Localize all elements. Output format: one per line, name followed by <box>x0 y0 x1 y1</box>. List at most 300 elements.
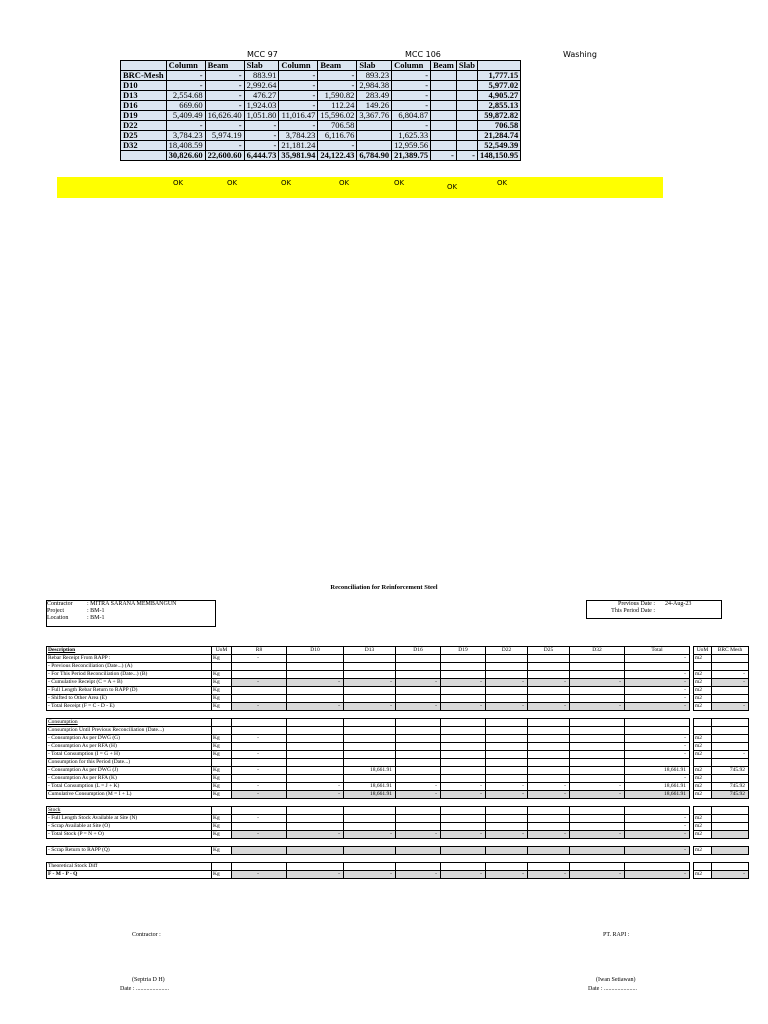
summary-total-label-cell <box>121 151 167 161</box>
recon-row-description: F - M - P - Q <box>47 871 212 879</box>
recon-cell <box>232 671 287 679</box>
summary-cell: 21,181.24 <box>279 141 318 151</box>
recon-cell <box>570 743 625 751</box>
recon-cell: m2 <box>694 831 712 839</box>
recon-cell <box>441 711 486 719</box>
recon-cell <box>441 863 486 871</box>
recon-cell: m2 <box>694 695 712 703</box>
summary-cell: 6,804.87 <box>392 111 431 121</box>
recon-row-description: Consumption for this Period (Date...) <box>47 759 212 767</box>
summary-cell: 5,409.49 <box>166 111 205 121</box>
recon-cell: - <box>528 791 570 799</box>
recon-cell <box>712 863 749 871</box>
recon-cell <box>287 711 344 719</box>
summary-cell: 6,116.76 <box>318 131 357 141</box>
recon-cell <box>232 695 287 703</box>
recon-cell <box>486 735 528 743</box>
recon-cell <box>528 759 570 767</box>
recon-row-description: - Shifted to Other Area (E) <box>47 695 212 703</box>
recon-cell <box>232 727 287 735</box>
recon-cell <box>694 727 712 735</box>
recon-cell <box>528 847 570 855</box>
recon-cell <box>287 863 344 871</box>
recon-column-header: UoM <box>694 647 712 655</box>
summary-column-header <box>477 61 520 71</box>
recon-row-description: - Full Length Stock Available at Site (N) <box>47 815 212 823</box>
summary-row <box>121 71 521 81</box>
recon-cell <box>486 743 528 751</box>
recon-cell: - <box>287 783 344 791</box>
recon-cell: 745.92 <box>712 767 749 775</box>
this-period-date-label: This Period Date : <box>611 608 655 614</box>
recon-cell <box>486 799 528 807</box>
summary-cell: - <box>205 121 244 131</box>
recon-cell <box>441 823 486 831</box>
recon-cell <box>570 695 625 703</box>
recon-cell <box>712 735 749 743</box>
recon-cell <box>486 775 528 783</box>
recon-cell: - <box>232 783 287 791</box>
recon-cell: Kg <box>212 703 232 711</box>
recon-row-description: Cumulative Consumption (M = I + L) <box>47 791 212 799</box>
recon-cell: - <box>344 871 396 879</box>
recon-cell: - <box>441 703 486 711</box>
recon-cell: m2 <box>694 743 712 751</box>
summary-cell: 16,626.40 <box>205 111 244 121</box>
recon-cell <box>232 743 287 751</box>
rapi-signer-name: (Iwan Setiawan) <box>596 977 636 983</box>
summary-cell: - <box>279 101 318 111</box>
recon-row <box>47 791 749 799</box>
summary-cell <box>456 141 477 151</box>
recon-row <box>47 687 749 695</box>
recon-cell: - <box>570 679 625 687</box>
summary-cell: - <box>279 71 318 81</box>
recon-cell <box>528 855 570 863</box>
recon-cell: - <box>287 679 344 687</box>
recon-column-header: Description <box>47 647 212 655</box>
recon-cell <box>287 727 344 735</box>
recon-row <box>47 799 749 807</box>
summary-cell: 1,590.82 <box>318 91 357 101</box>
recon-row-description: Theoretical Stock Diff <box>47 863 212 871</box>
summary-cell: - <box>205 101 244 111</box>
summary-cell: - <box>392 91 431 101</box>
summary-column-header: Slab <box>357 61 392 71</box>
recon-cell: - <box>712 679 749 687</box>
summary-total-cell: 21,389.75 <box>392 151 431 161</box>
summary-cell <box>431 141 457 151</box>
recon-cell: Kg <box>212 823 232 831</box>
summary-total-cell: 24,122.43 <box>318 151 357 161</box>
recon-cell <box>441 663 486 671</box>
recon-cell: - <box>528 871 570 879</box>
recon-cell: 745.92 <box>712 783 749 791</box>
recon-cell <box>441 855 486 863</box>
recon-column-header: D10 <box>287 647 344 655</box>
contractor-label: Contractor <box>47 601 73 607</box>
recon-cell: - <box>441 791 486 799</box>
recon-cell <box>441 751 486 759</box>
summary-row-label: D13 <box>121 91 167 101</box>
recon-cell <box>396 727 441 735</box>
recon-cell: Kg <box>212 687 232 695</box>
recon-cell <box>712 839 749 847</box>
recon-cell: 18,661.91 <box>625 791 690 799</box>
summary-corner-cell <box>121 61 167 71</box>
recon-row-description: - For This Period Reconciliation (Date...) (B) <box>47 671 212 679</box>
recon-cell <box>212 839 232 847</box>
recon-cell: - <box>441 783 486 791</box>
recon-cell: - <box>486 703 528 711</box>
recon-cell: - <box>396 703 441 711</box>
summary-cell: 12,959.56 <box>392 141 431 151</box>
recon-cell: Kg <box>212 743 232 751</box>
recon-cell <box>486 759 528 767</box>
recon-row <box>47 855 749 863</box>
recon-row-description: Rebar Receipt From RAPP : <box>47 655 212 663</box>
recon-cell: - <box>287 831 344 839</box>
recon-column-header: D25 <box>528 647 570 655</box>
recon-cell: - <box>625 671 690 679</box>
recon-cell <box>486 839 528 847</box>
recon-cell: m2 <box>694 871 712 879</box>
recon-cell <box>396 807 441 815</box>
recon-cell <box>344 695 396 703</box>
recon-row <box>47 783 749 791</box>
summary-cell: 1,777.15 <box>477 71 520 81</box>
recon-cell <box>232 823 287 831</box>
recon-cell: - <box>232 703 287 711</box>
recon-row-description <box>47 839 212 847</box>
summary-total-row <box>121 151 521 161</box>
recon-cell <box>570 719 625 727</box>
summary-cell: - <box>166 121 205 131</box>
recon-cell <box>232 807 287 815</box>
recon-cell <box>287 759 344 767</box>
recon-row <box>47 655 749 663</box>
recon-cell: Kg <box>212 791 232 799</box>
recon-cell <box>528 751 570 759</box>
recon-cell <box>212 799 232 807</box>
recon-row <box>47 719 749 727</box>
recon-cell <box>212 759 232 767</box>
recon-cell <box>625 663 690 671</box>
summary-cell: 883.91 <box>244 71 279 81</box>
recon-cell <box>232 663 287 671</box>
recon-row <box>47 695 749 703</box>
recon-cell: Kg <box>212 751 232 759</box>
recon-row <box>47 847 749 855</box>
recon-cell: m2 <box>694 775 712 783</box>
recon-cell <box>441 839 486 847</box>
recon-cell: - <box>570 871 625 879</box>
summary-cell: - <box>392 121 431 131</box>
recon-row-description: - Total Stock (P = N + O) <box>47 831 212 839</box>
recon-cell <box>396 823 441 831</box>
recon-cell <box>396 663 441 671</box>
recon-cell <box>396 855 441 863</box>
recon-cell <box>528 655 570 663</box>
recon-cell <box>396 743 441 751</box>
recon-cell: - <box>232 655 287 663</box>
summary-column-header: Column <box>166 61 205 71</box>
summary-row-label: BRC-Mesh <box>121 71 167 81</box>
recon-column-header: D13 <box>344 647 396 655</box>
recon-cell: - <box>712 671 749 679</box>
summary-cell: 283.49 <box>357 91 392 101</box>
recon-cell: - <box>625 831 690 839</box>
recon-cell <box>344 855 396 863</box>
summary-cell: - <box>318 141 357 151</box>
summary-cell: - <box>392 81 431 91</box>
recon-cell <box>570 711 625 719</box>
recon-cell: - <box>232 871 287 879</box>
recon-row <box>47 743 749 751</box>
recon-cell: - <box>570 703 625 711</box>
recon-cell <box>396 863 441 871</box>
recon-cell <box>694 663 712 671</box>
recon-cell <box>528 727 570 735</box>
recon-cell: - <box>528 831 570 839</box>
recon-cell <box>712 823 749 831</box>
recon-cell <box>441 767 486 775</box>
recon-cell <box>712 799 749 807</box>
summary-header-row <box>121 61 521 71</box>
recon-cell: m2 <box>694 671 712 679</box>
recon-cell <box>570 863 625 871</box>
summary-row <box>121 141 521 151</box>
recon-cell <box>712 663 749 671</box>
contractor-value: : MITRA SARANA MEMBANGUN <box>87 601 177 607</box>
recon-cell <box>570 847 625 855</box>
recon-cell <box>486 655 528 663</box>
recon-cell: - <box>625 655 690 663</box>
summary-cell <box>456 111 477 121</box>
summary-cell <box>431 131 457 141</box>
recon-cell <box>570 855 625 863</box>
recon-row <box>47 671 749 679</box>
summary-total-cell: 22,600.60 <box>205 151 244 161</box>
recon-cell: - <box>396 831 441 839</box>
recon-cell: m2 <box>694 815 712 823</box>
summary-cell: - <box>279 91 318 101</box>
recon-cell: m2 <box>694 767 712 775</box>
recon-cell: Kg <box>212 655 232 663</box>
recon-cell: - <box>625 775 690 783</box>
recon-cell <box>344 719 396 727</box>
summary-cell <box>357 141 392 151</box>
recon-row <box>47 703 749 711</box>
recon-cell <box>344 823 396 831</box>
recon-cell <box>287 807 344 815</box>
recon-cell <box>486 847 528 855</box>
summary-column-header: Beam <box>431 61 457 71</box>
recon-row <box>47 679 749 687</box>
recon-cell <box>287 695 344 703</box>
recon-cell <box>287 735 344 743</box>
recon-cell <box>441 671 486 679</box>
recon-cell <box>486 663 528 671</box>
summary-cell: - <box>279 121 318 131</box>
recon-cell <box>441 815 486 823</box>
recon-row-description: - Previous Reconciliation (Date...) (A) <box>47 663 212 671</box>
recon-row <box>47 863 749 871</box>
summary-column-header: Beam <box>205 61 244 71</box>
summary-cell <box>456 121 477 131</box>
summary-cell <box>456 91 477 101</box>
summary-table <box>120 60 521 161</box>
recon-cell: - <box>232 735 287 743</box>
summary-cell: - <box>279 81 318 91</box>
summary-cell <box>431 121 457 131</box>
project-label: Project <box>47 608 64 614</box>
group-label-mcc106: MCC 106 <box>405 50 441 59</box>
ok-status-label: OK <box>447 183 458 191</box>
recon-cell <box>287 775 344 783</box>
summary-row <box>121 91 521 101</box>
summary-total-cell: 35,981.94 <box>279 151 318 161</box>
recon-cell <box>528 711 570 719</box>
recon-cell: - <box>625 695 690 703</box>
recon-cell <box>528 815 570 823</box>
previous-date-value: 24-Aug-23 <box>665 601 692 607</box>
summary-column-header: Column <box>279 61 318 71</box>
recon-cell <box>212 807 232 815</box>
recon-row <box>47 815 749 823</box>
recon-cell: - <box>625 735 690 743</box>
recon-cell: m2 <box>694 783 712 791</box>
recon-cell <box>694 719 712 727</box>
recon-cell: - <box>625 815 690 823</box>
recon-cell: m2 <box>694 703 712 711</box>
recon-cell: - <box>441 871 486 879</box>
recon-cell: Kg <box>212 695 232 703</box>
recon-row <box>47 839 749 847</box>
recon-title: Reconciliation for Reinforcement Steel <box>330 584 438 591</box>
recon-cell <box>528 775 570 783</box>
summary-cell: 3,367.76 <box>357 111 392 121</box>
recon-cell <box>441 799 486 807</box>
recon-cell <box>712 815 749 823</box>
recon-cell <box>694 711 712 719</box>
recon-row <box>47 807 749 815</box>
recon-cell <box>486 671 528 679</box>
recon-cell <box>441 743 486 751</box>
recon-cell: - <box>625 679 690 687</box>
recon-cell <box>486 695 528 703</box>
summary-row <box>121 111 521 121</box>
summary-cell: - <box>166 71 205 81</box>
recon-cell <box>287 767 344 775</box>
recon-cell: - <box>232 791 287 799</box>
recon-cell: - <box>486 831 528 839</box>
location-label: Location <box>47 615 69 621</box>
recon-cell: - <box>625 847 690 855</box>
recon-cell: Kg <box>212 831 232 839</box>
summary-cell: - <box>244 131 279 141</box>
recon-cell <box>287 671 344 679</box>
recon-cell: Kg <box>212 735 232 743</box>
summary-cell: - <box>318 81 357 91</box>
recon-cell <box>287 687 344 695</box>
recon-cell <box>344 727 396 735</box>
recon-cell <box>570 663 625 671</box>
summary-row-label: D32 <box>121 141 167 151</box>
recon-cell <box>694 855 712 863</box>
recon-cell <box>212 855 232 863</box>
recon-cell <box>528 839 570 847</box>
recon-row-description <box>47 799 212 807</box>
contractor-info-box <box>46 600 216 627</box>
recon-column-header: D22 <box>486 647 528 655</box>
group-label-washing: Washing <box>563 50 597 59</box>
recon-row <box>47 727 749 735</box>
recon-row <box>47 767 749 775</box>
recon-row-description: - Scrap Return to RAPP (Q) <box>47 847 212 855</box>
recon-cell <box>396 775 441 783</box>
summary-row-label: D25 <box>121 131 167 141</box>
recon-cell: 18,661.91 <box>344 791 396 799</box>
summary-cell <box>431 71 457 81</box>
recon-cell <box>396 751 441 759</box>
recon-cell <box>344 711 396 719</box>
summary-cell: 669.60 <box>166 101 205 111</box>
summary-row <box>121 81 521 91</box>
recon-cell <box>625 719 690 727</box>
summary-total-cell: 6,784.90 <box>357 151 392 161</box>
contractor-sign-title: Contractor : <box>132 932 161 938</box>
summary-column-header: Column <box>392 61 431 71</box>
recon-row <box>47 751 749 759</box>
recon-cell <box>712 807 749 815</box>
summary-cell: 112.24 <box>318 101 357 111</box>
recon-cell <box>212 711 232 719</box>
recon-cell: - <box>712 703 749 711</box>
recon-row-description: - Total Consumption (I = G + H) <box>47 751 212 759</box>
recon-cell <box>344 863 396 871</box>
recon-cell <box>287 823 344 831</box>
recon-cell <box>528 807 570 815</box>
recon-cell <box>232 863 287 871</box>
recon-cell <box>625 711 690 719</box>
recon-cell <box>528 863 570 871</box>
recon-cell <box>486 727 528 735</box>
recon-cell <box>344 687 396 695</box>
summary-cell <box>431 91 457 101</box>
recon-cell: - <box>625 751 690 759</box>
recon-cell <box>694 839 712 847</box>
recon-cell: - <box>486 679 528 687</box>
recon-cell <box>212 727 232 735</box>
recon-cell <box>570 807 625 815</box>
recon-cell <box>528 663 570 671</box>
summary-cell: 893.23 <box>357 71 392 81</box>
summary-column-header: Beam <box>318 61 357 71</box>
summary-total-cell: 148,150.95 <box>477 151 520 161</box>
recon-cell <box>396 847 441 855</box>
recon-cell <box>287 847 344 855</box>
recon-cell: 18,661.91 <box>625 767 690 775</box>
recon-cell <box>396 735 441 743</box>
recon-cell <box>694 799 712 807</box>
summary-cell: 476.27 <box>244 91 279 101</box>
ok-status-bar <box>57 177 663 198</box>
contractor-signer-name: (Septria D H) <box>132 977 165 983</box>
recon-cell: - <box>712 751 749 759</box>
recon-cell <box>232 775 287 783</box>
summary-cell: 3,784.23 <box>279 131 318 141</box>
